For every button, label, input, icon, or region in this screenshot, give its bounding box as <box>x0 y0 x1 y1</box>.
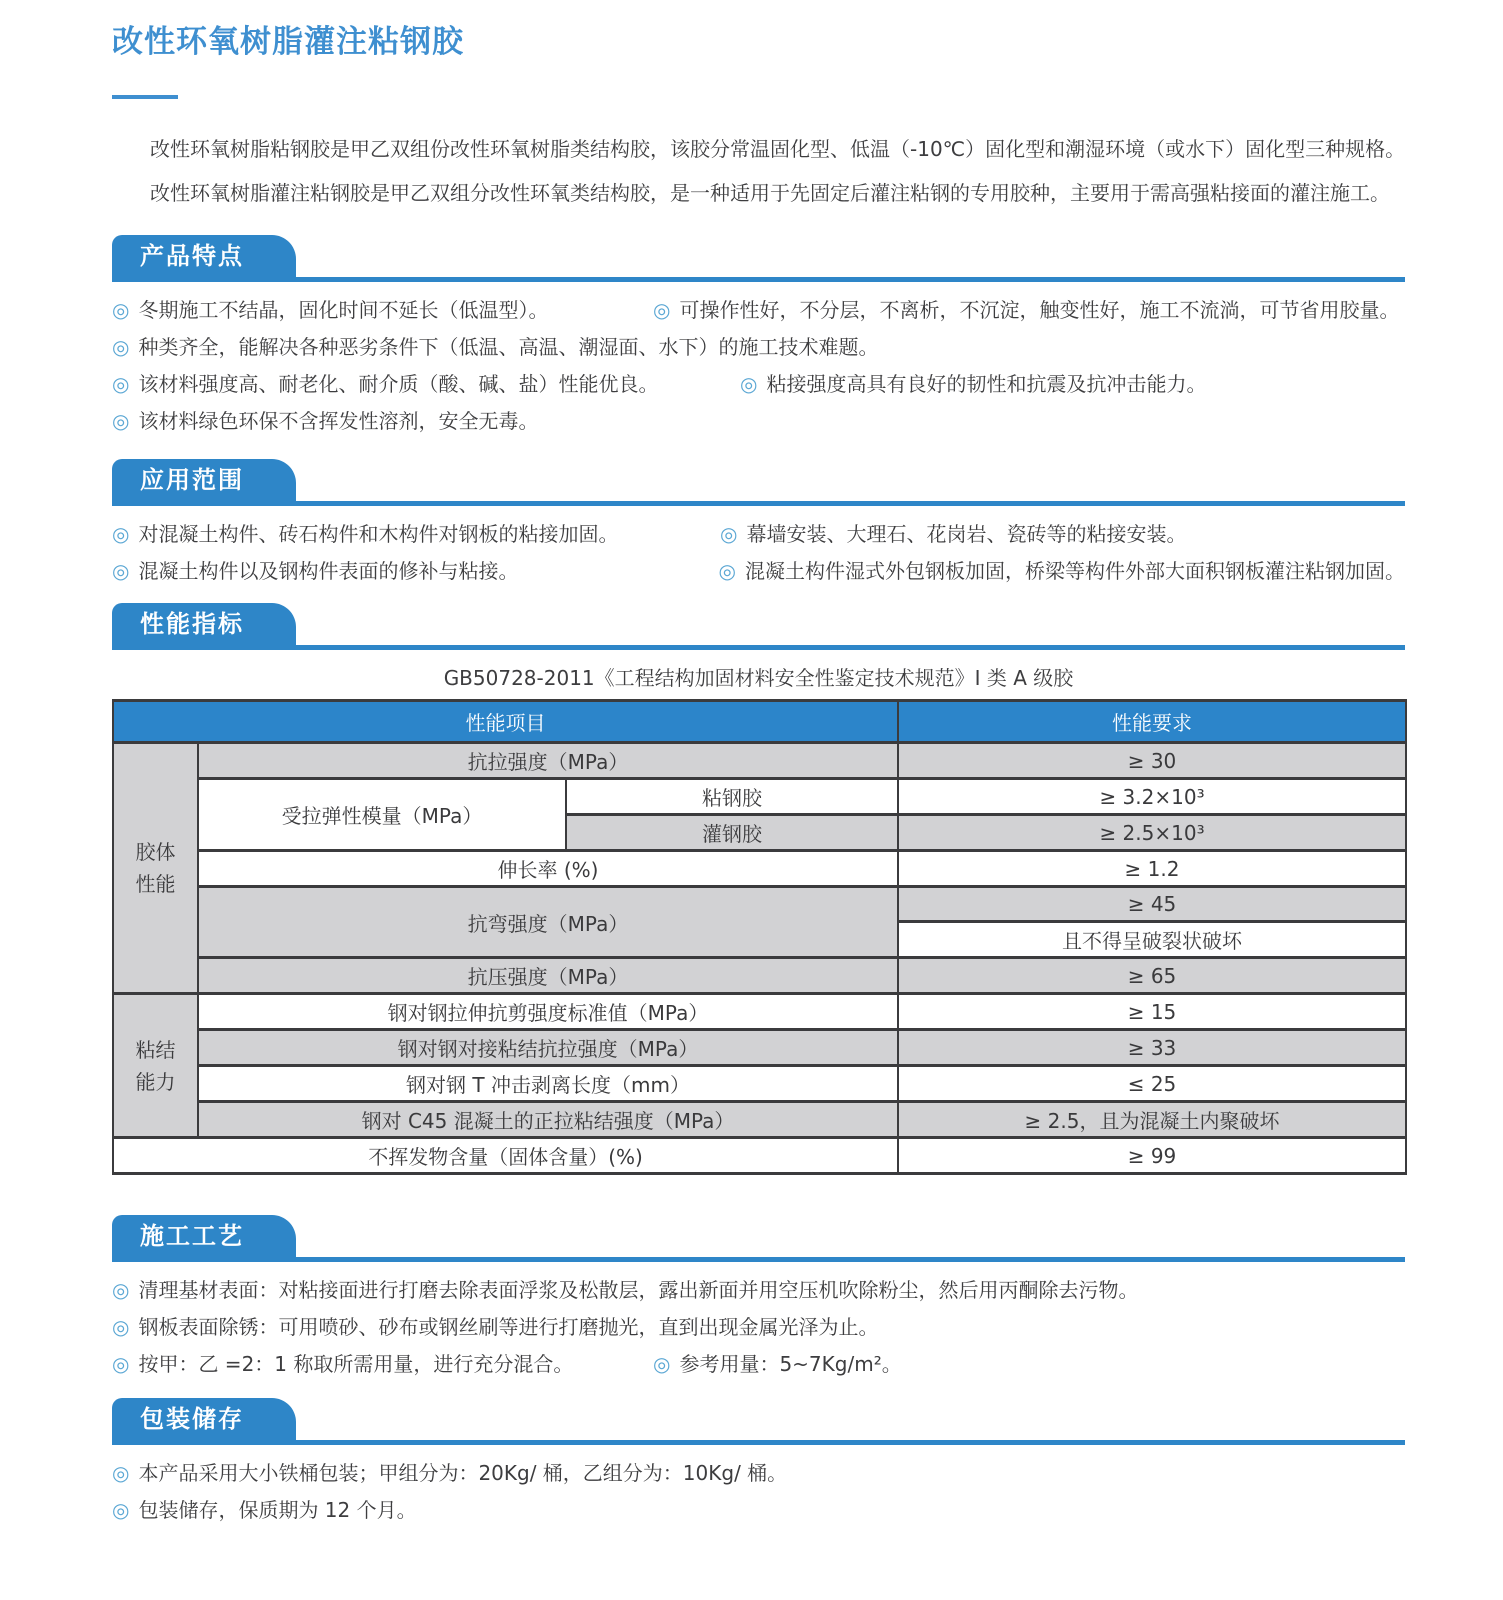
table-row <box>113 1138 1406 1174</box>
bullet-icon: ◎ <box>112 1461 130 1485</box>
features-list <box>112 297 1405 435</box>
group-cell-bond: 粘结能力 <box>113 994 198 1138</box>
table-row <box>113 851 1406 887</box>
item-cell: 受拉弹性模量（MPa） <box>198 779 566 851</box>
requirement-cell: ≥ 3.2×10³ <box>898 779 1406 815</box>
performance-table <box>112 699 1407 1175</box>
list-item-text: 该材料绿色环保不含挥发性溶剂，安全无毒。 <box>138 409 539 433</box>
requirement-cell: ≥ 65 <box>898 958 1406 994</box>
storage-list <box>112 1460 1405 1524</box>
section-process <box>112 1215 1405 1378</box>
bullet-icon: ◎ <box>653 1352 671 1376</box>
list-item-text: 冬期施工不结晶，固化时间不延长（低温型）。 <box>138 298 549 322</box>
list-row <box>112 334 1405 361</box>
item-cell: 不挥发物含量（固体含量）(%) <box>113 1138 898 1174</box>
process-list <box>112 1277 1405 1378</box>
list-item-text: 种类齐全，能解决各种恶劣条件下（低温、高温、潮湿面、水下）的施工技术难题。 <box>138 335 879 359</box>
list-row <box>112 1314 1405 1341</box>
bullet-icon: ◎ <box>112 522 130 546</box>
table-row <box>113 743 1406 779</box>
intro-paragraph <box>112 127 1405 215</box>
bullet-icon: ◎ <box>112 298 130 322</box>
list-item <box>719 558 1405 585</box>
requirement-cell: ≥ 45 <box>898 887 1406 922</box>
section-storage <box>112 1398 1405 1524</box>
list-row <box>112 371 1405 398</box>
section-header <box>112 603 1405 650</box>
bullet-icon: ◎ <box>112 1498 130 1522</box>
list-row <box>112 1351 1405 1378</box>
section-header <box>112 459 1405 506</box>
list-item <box>112 297 653 324</box>
item-cell: 钢对 C45 混凝土的正拉粘结强度（MPa） <box>198 1102 898 1138</box>
list-row <box>112 558 1405 585</box>
item-cell: 抗拉强度（MPa） <box>198 743 898 779</box>
table-row <box>113 958 1406 994</box>
page-title: 改性环氧树脂灌注粘钢胶 <box>112 24 464 60</box>
item-cell: 抗压强度（MPa） <box>198 958 898 994</box>
bullet-icon: ◎ <box>112 1278 130 1302</box>
requirement-cell: ≥ 2.5×10³ <box>898 815 1406 851</box>
list-row <box>112 1497 1405 1524</box>
table-row <box>113 1066 1406 1102</box>
bullet-icon: ◎ <box>740 372 758 396</box>
group-cell-glue: 胶体性能 <box>113 743 198 994</box>
table-header-row <box>113 701 1406 743</box>
list-row <box>112 1460 1405 1487</box>
list-item-text: 混凝土构件湿式外包钢板加固，桥梁等构件外部大面积钢板灌注粘钢加固。 <box>745 559 1405 583</box>
item-cell: 钢对钢 T 冲击剥离长度（mm） <box>198 1066 898 1102</box>
content-column <box>112 0 1405 1524</box>
table-row <box>113 994 1406 1030</box>
bullet-icon: ◎ <box>653 298 671 322</box>
list-item <box>740 371 1206 398</box>
table-caption: GB50728-2011《工程结构加固材料安全性鉴定技术规范》I 类 A 级胶 <box>443 666 1074 690</box>
sub-item-cell: 灌钢胶 <box>566 815 898 851</box>
requirement-cell: ≥ 15 <box>898 994 1406 1030</box>
table-row <box>113 887 1406 922</box>
section-tab-applications: 应用范围 <box>112 459 296 501</box>
requirement-cell: ≥ 1.2 <box>898 851 1406 887</box>
list-item-text: 清理基材表面：对粘接面进行打磨去除表面浮浆及松散层，露出新面并用空压机吹除粉尘，然后用丙酮除去污物。 <box>138 1278 1139 1302</box>
list-item <box>653 297 1399 324</box>
bullet-icon: ◎ <box>112 409 130 433</box>
bullet-icon: ◎ <box>720 522 738 546</box>
column-header-item: 性能项目 <box>113 701 898 743</box>
list-item <box>653 1351 902 1378</box>
table-row <box>113 1102 1406 1138</box>
list-item-text: 参考用量：5~7Kg/m²。 <box>679 1352 902 1376</box>
list-item <box>112 1277 1138 1304</box>
list-item <box>112 1497 417 1524</box>
item-cell: 抗弯强度（MPa） <box>198 887 898 958</box>
section-header <box>112 235 1405 282</box>
list-row <box>112 408 1405 435</box>
table-row <box>113 1030 1406 1066</box>
list-item-text: 钢板表面除锈：可用喷砂、砂布或钢丝刷等进行打磨抛光，直到出现金属光泽为止。 <box>138 1315 879 1339</box>
requirement-cell: ≥ 33 <box>898 1030 1406 1066</box>
list-item <box>112 334 878 361</box>
column-header-requirement: 性能要求 <box>898 701 1406 743</box>
intro-line: 改性环氧树脂粘钢胶是甲乙双组份改性环氧树脂类结构胶，该胶分常温固化型、低温（-10℃）固化型和潮湿环境（或水下）固化型三种规格。 <box>150 137 1406 161</box>
list-item-text: 按甲：乙 =2：1 称取所需用量，进行充分混合。 <box>138 1352 574 1376</box>
list-item-text: 本产品采用大小铁桶包装；甲组分为：20Kg/ 桶，乙组分为：10Kg/ 桶。 <box>138 1461 788 1485</box>
sub-item-cell: 粘钢胶 <box>566 779 898 815</box>
list-item-text: 可操作性好，不分层，不离析，不沉淀，触变性好，施工不流淌，可节省用胶量。 <box>679 298 1400 322</box>
list-item <box>112 1351 653 1378</box>
list-item <box>720 521 1186 548</box>
section-tab-features: 产品特点 <box>112 235 296 277</box>
section-header <box>112 1398 1405 1445</box>
list-row <box>112 521 1405 548</box>
table-row <box>113 779 1406 815</box>
section-tab-process: 施工工艺 <box>112 1215 296 1257</box>
bullet-icon: ◎ <box>112 1352 130 1376</box>
title-underline <box>112 95 178 99</box>
list-row <box>112 297 1405 324</box>
applications-list <box>112 521 1405 585</box>
requirement-cell: ≥ 30 <box>898 743 1406 779</box>
list-item <box>112 408 538 435</box>
bullet-icon: ◎ <box>718 559 736 583</box>
list-item <box>112 1314 878 1341</box>
list-item <box>112 1460 787 1487</box>
list-item <box>112 521 720 548</box>
bullet-icon: ◎ <box>112 372 130 396</box>
list-item-text: 混凝土构件以及钢构件表面的修补与粘接。 <box>138 559 519 583</box>
list-item <box>112 558 719 585</box>
requirement-cell: ≥ 99 <box>898 1138 1406 1174</box>
section-applications <box>112 459 1405 585</box>
section-header <box>112 1215 1405 1262</box>
bullet-icon: ◎ <box>112 335 130 359</box>
item-cell: 钢对钢对接粘结抗拉强度（MPa） <box>198 1030 898 1066</box>
section-performance <box>112 603 1405 1175</box>
list-item-text: 包装储存，保质期为 12 个月。 <box>138 1498 417 1522</box>
list-item-text: 幕墙安装、大理石、花岗岩、瓷砖等的粘接安装。 <box>746 522 1187 546</box>
bullet-icon: ◎ <box>112 1315 130 1339</box>
list-item <box>112 371 740 398</box>
list-item-text: 该材料强度高、耐老化、耐介质（酸、碱、盐）性能优良。 <box>138 372 659 396</box>
bullet-icon: ◎ <box>112 559 130 583</box>
section-tab-performance: 性能指标 <box>112 603 296 645</box>
section-tab-storage: 包装储存 <box>112 1398 296 1440</box>
item-cell: 钢对钢拉伸抗剪强度标准值（MPa） <box>198 994 898 1030</box>
requirement-cell: ≥ 2.5，且为混凝土内聚破坏 <box>898 1102 1406 1138</box>
item-cell: 伸长率 (%) <box>198 851 898 887</box>
list-row <box>112 1277 1405 1304</box>
section-features <box>112 235 1405 435</box>
requirement-cell: ≤ 25 <box>898 1066 1406 1102</box>
intro-line: 改性环氧树脂灌注粘钢胶是甲乙双组分改性环氧类结构胶，是一种适用于先固定后灌注粘钢的专用胶种，主要用于需高强粘接面的灌注施工。 <box>150 181 1390 205</box>
list-item-text: 对混凝土构件、砖石构件和木构件对钢板的粘接加固。 <box>138 522 619 546</box>
requirement-cell: 且不得呈破裂状破坏 <box>898 922 1406 958</box>
list-item-text: 粘接强度高具有良好的韧性和抗震及抗冲击能力。 <box>766 372 1207 396</box>
